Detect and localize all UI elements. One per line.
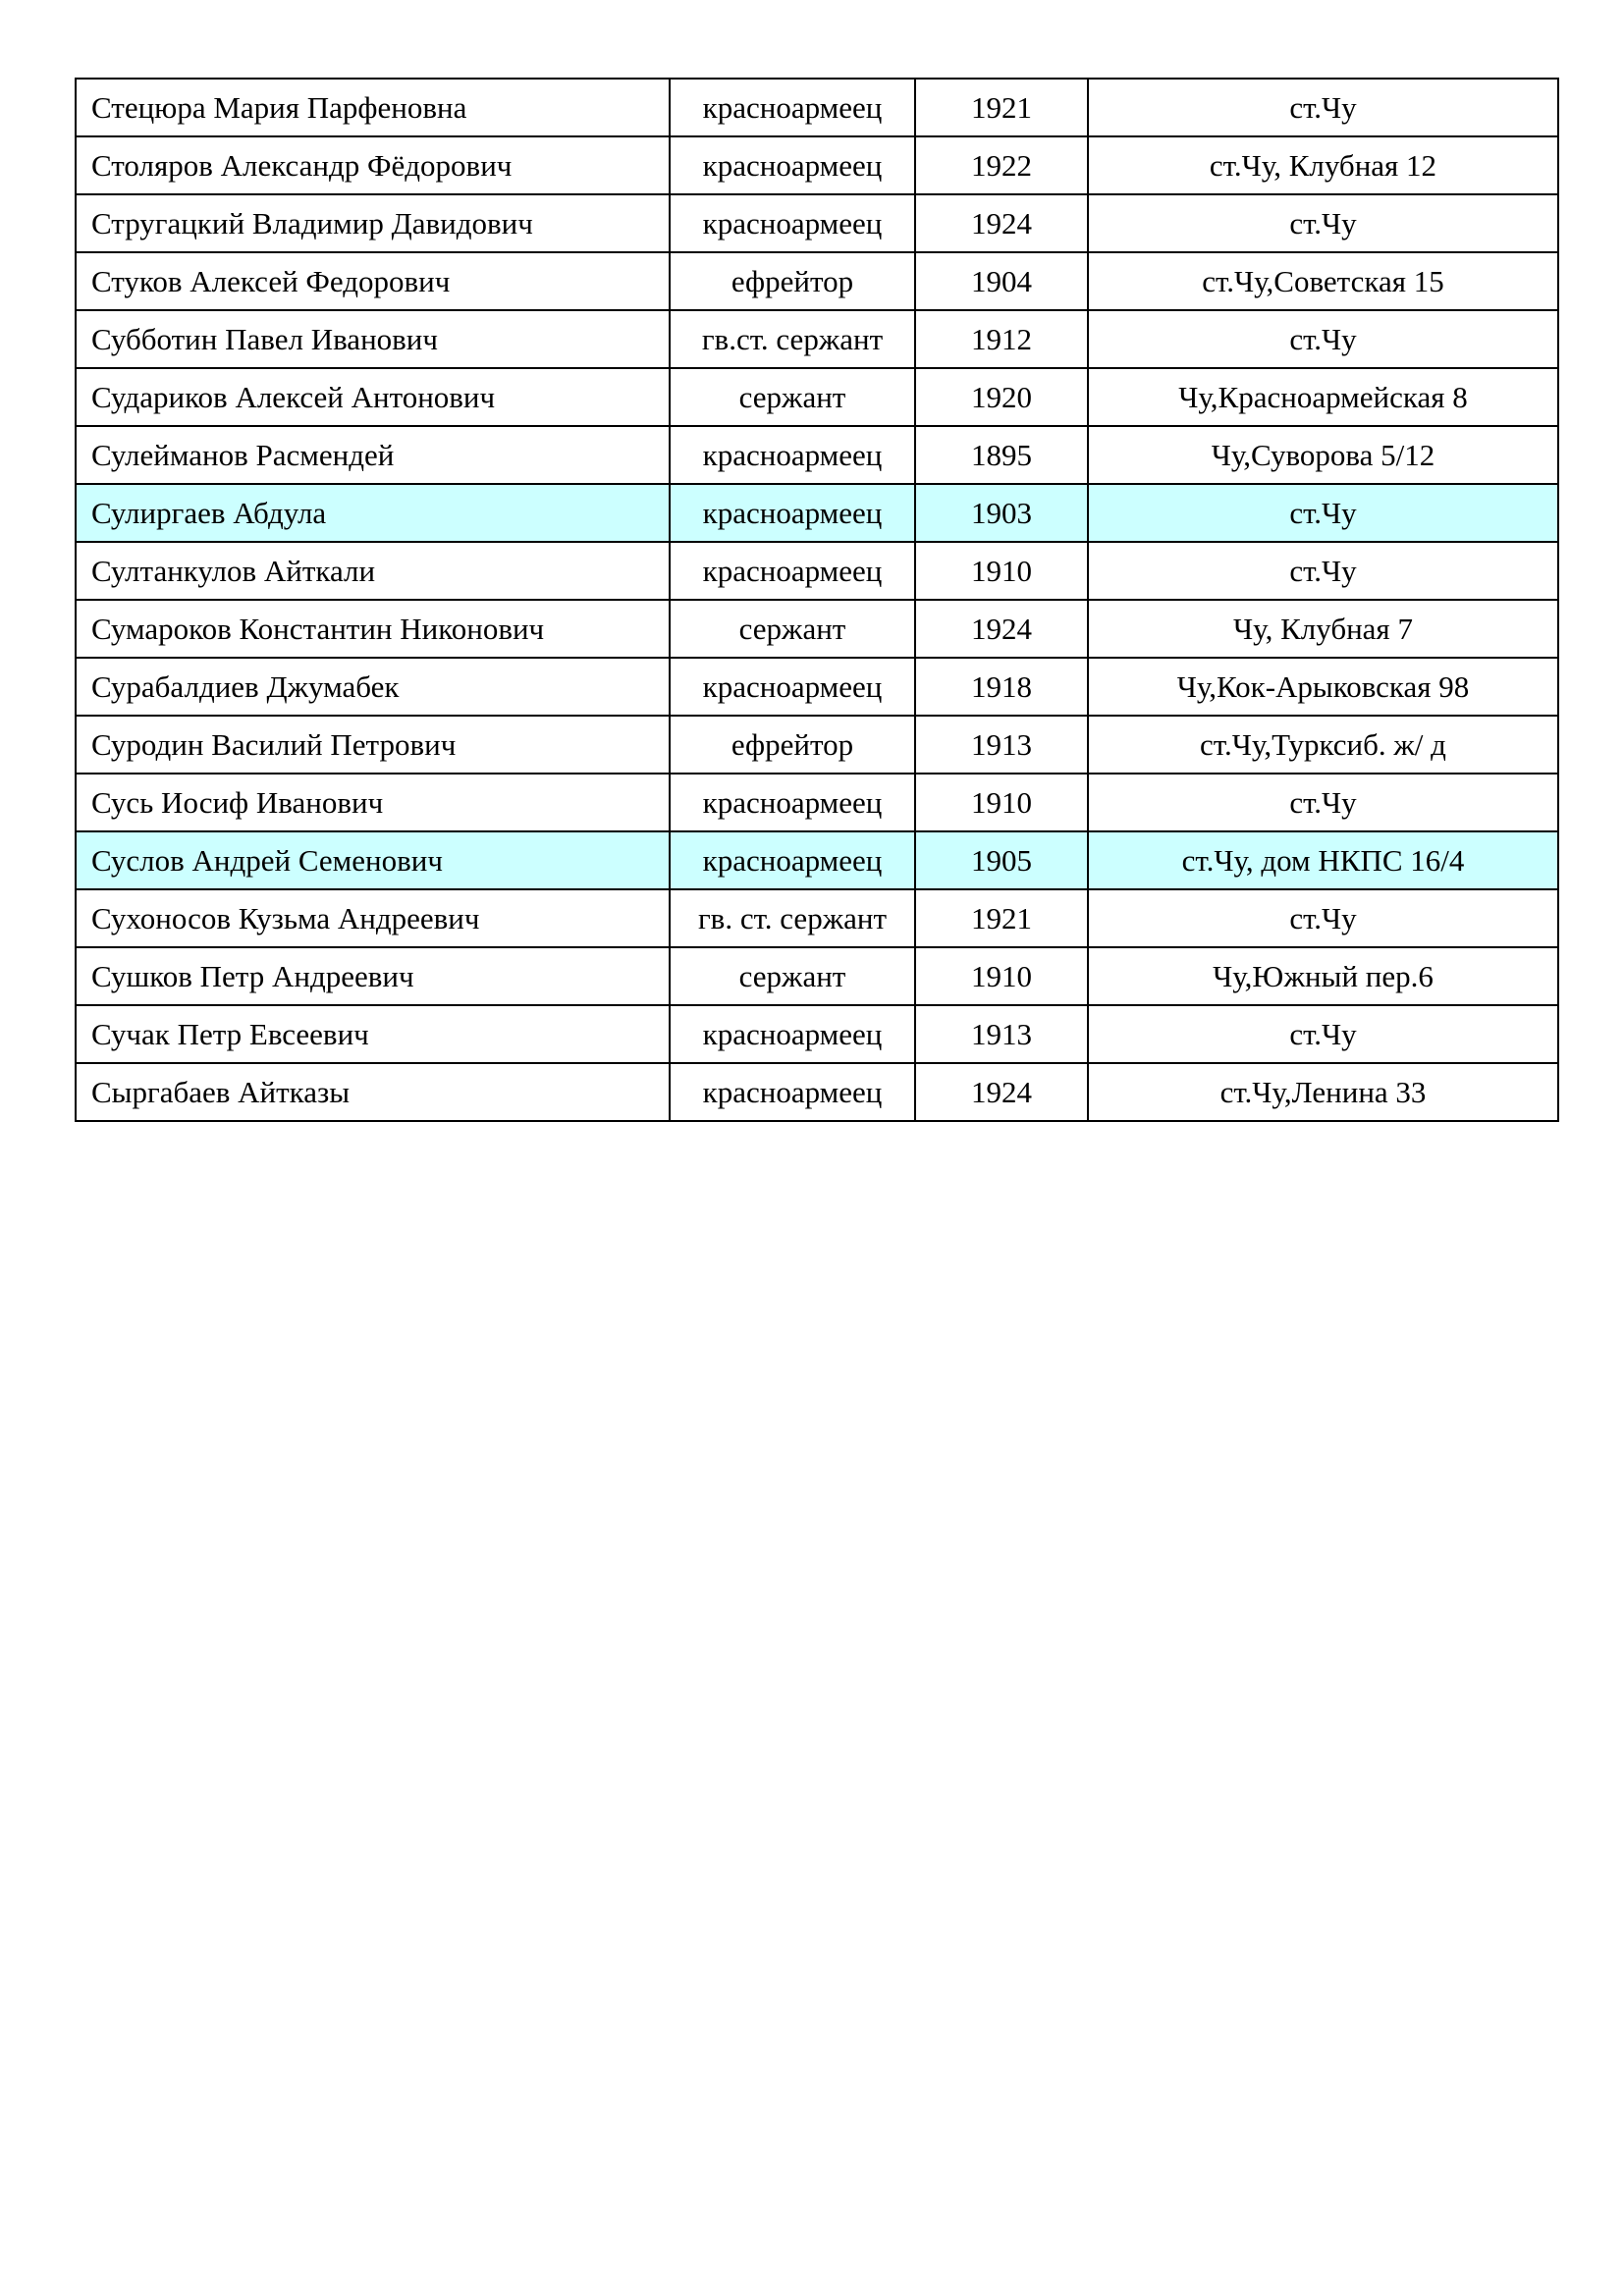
cell-address: ст.Чу, Клубная 12 xyxy=(1088,136,1558,194)
cell-name: Стуков Алексей Федорович xyxy=(76,252,670,310)
cell-name: Сулейманов Расмендей xyxy=(76,426,670,484)
cell-rank: красноармеец xyxy=(670,1063,915,1121)
cell-name: Султанкулов Айткали xyxy=(76,542,670,600)
cell-year: 1903 xyxy=(915,484,1088,542)
cell-name: Стругацкий Владимир Давидович xyxy=(76,194,670,252)
cell-year: 1921 xyxy=(915,79,1088,136)
table-row xyxy=(76,136,1558,194)
cell-address: ст.Чу xyxy=(1088,774,1558,831)
cell-address: ст.Чу xyxy=(1088,194,1558,252)
table-row xyxy=(76,889,1558,947)
cell-name: Сумароков Константин Никонович xyxy=(76,600,670,658)
cell-rank: сержант xyxy=(670,947,915,1005)
cell-year: 1910 xyxy=(915,542,1088,600)
cell-name: Судариков Алексей Антонович xyxy=(76,368,670,426)
cell-rank: красноармеец xyxy=(670,831,915,889)
cell-address: ст.Чу xyxy=(1088,484,1558,542)
cell-rank: красноармеец xyxy=(670,542,915,600)
cell-year: 1910 xyxy=(915,774,1088,831)
table-row xyxy=(76,600,1558,658)
cell-name: Сусь Иосиф Иванович xyxy=(76,774,670,831)
cell-name: Сулиргаев Абдула xyxy=(76,484,670,542)
cell-name: Сучак Петр Евсеевич xyxy=(76,1005,670,1063)
cell-year: 1922 xyxy=(915,136,1088,194)
cell-rank: ефрейтор xyxy=(670,716,915,774)
cell-name: Субботин Павел Иванович xyxy=(76,310,670,368)
cell-address: ст.Чу,Ленина 33 xyxy=(1088,1063,1558,1121)
cell-year: 1921 xyxy=(915,889,1088,947)
cell-year: 1918 xyxy=(915,658,1088,716)
table-row xyxy=(76,252,1558,310)
table-row xyxy=(76,1005,1558,1063)
cell-rank: красноармеец xyxy=(670,1005,915,1063)
cell-rank: сержант xyxy=(670,600,915,658)
cell-rank: ефрейтор xyxy=(670,252,915,310)
table-row xyxy=(76,1063,1558,1121)
cell-rank: красноармеец xyxy=(670,136,915,194)
table-row xyxy=(76,658,1558,716)
cell-address: Чу,Южный пер.6 xyxy=(1088,947,1558,1005)
cell-year: 1920 xyxy=(915,368,1088,426)
cell-rank: сержант xyxy=(670,368,915,426)
table-row xyxy=(76,426,1558,484)
cell-rank: красноармеец xyxy=(670,484,915,542)
table-row-highlighted xyxy=(76,831,1558,889)
cell-address: ст.Чу xyxy=(1088,310,1558,368)
cell-address: ст.Чу xyxy=(1088,889,1558,947)
table-row xyxy=(76,194,1558,252)
cell-rank: красноармеец xyxy=(670,194,915,252)
cell-name: Стецюра Мария Парфеновна xyxy=(76,79,670,136)
cell-rank: красноармеец xyxy=(670,774,915,831)
cell-address: ст.Чу xyxy=(1088,542,1558,600)
cell-year: 1924 xyxy=(915,600,1088,658)
cell-name: Столяров Александр Фёдорович xyxy=(76,136,670,194)
table-row-highlighted xyxy=(76,484,1558,542)
cell-address: Чу,Суворова 5/12 xyxy=(1088,426,1558,484)
table-row xyxy=(76,542,1558,600)
table-row xyxy=(76,947,1558,1005)
cell-rank: гв.ст. сержант xyxy=(670,310,915,368)
cell-year: 1895 xyxy=(915,426,1088,484)
cell-name: Сушков Петр Андреевич xyxy=(76,947,670,1005)
roster-table xyxy=(75,78,1559,1122)
cell-name: Сухоносов Кузьма Андреевич xyxy=(76,889,670,947)
cell-rank: красноармеец xyxy=(670,79,915,136)
cell-year: 1904 xyxy=(915,252,1088,310)
cell-name: Сурабалдиев Джумабек xyxy=(76,658,670,716)
cell-address: ст.Чу xyxy=(1088,1005,1558,1063)
cell-address: Чу,Красноармейская 8 xyxy=(1088,368,1558,426)
cell-name: Сыргабаев Айтказы xyxy=(76,1063,670,1121)
cell-rank: красноармеец xyxy=(670,426,915,484)
table-row xyxy=(76,79,1558,136)
table-row xyxy=(76,368,1558,426)
cell-name: Суродин Василий Петрович xyxy=(76,716,670,774)
cell-name: Суслов Андрей Семенович xyxy=(76,831,670,889)
cell-year: 1910 xyxy=(915,947,1088,1005)
cell-rank: красноармеец xyxy=(670,658,915,716)
cell-year: 1924 xyxy=(915,1063,1088,1121)
table-row xyxy=(76,310,1558,368)
table-row xyxy=(76,774,1558,831)
cell-address: ст.Чу xyxy=(1088,79,1558,136)
cell-year: 1913 xyxy=(915,1005,1088,1063)
cell-address: ст.Чу,Турксиб. ж/ д xyxy=(1088,716,1558,774)
cell-address: Чу, Клубная 7 xyxy=(1088,600,1558,658)
cell-address: Чу,Кок-Арыковская 98 xyxy=(1088,658,1558,716)
cell-address: ст.Чу,Советская 15 xyxy=(1088,252,1558,310)
cell-year: 1913 xyxy=(915,716,1088,774)
cell-year: 1905 xyxy=(915,831,1088,889)
cell-year: 1912 xyxy=(915,310,1088,368)
roster-table-body xyxy=(76,79,1558,1121)
table-row xyxy=(76,716,1558,774)
cell-address: ст.Чу, дом НКПС 16/4 xyxy=(1088,831,1558,889)
cell-rank: гв. ст. сержант xyxy=(670,889,915,947)
cell-year: 1924 xyxy=(915,194,1088,252)
